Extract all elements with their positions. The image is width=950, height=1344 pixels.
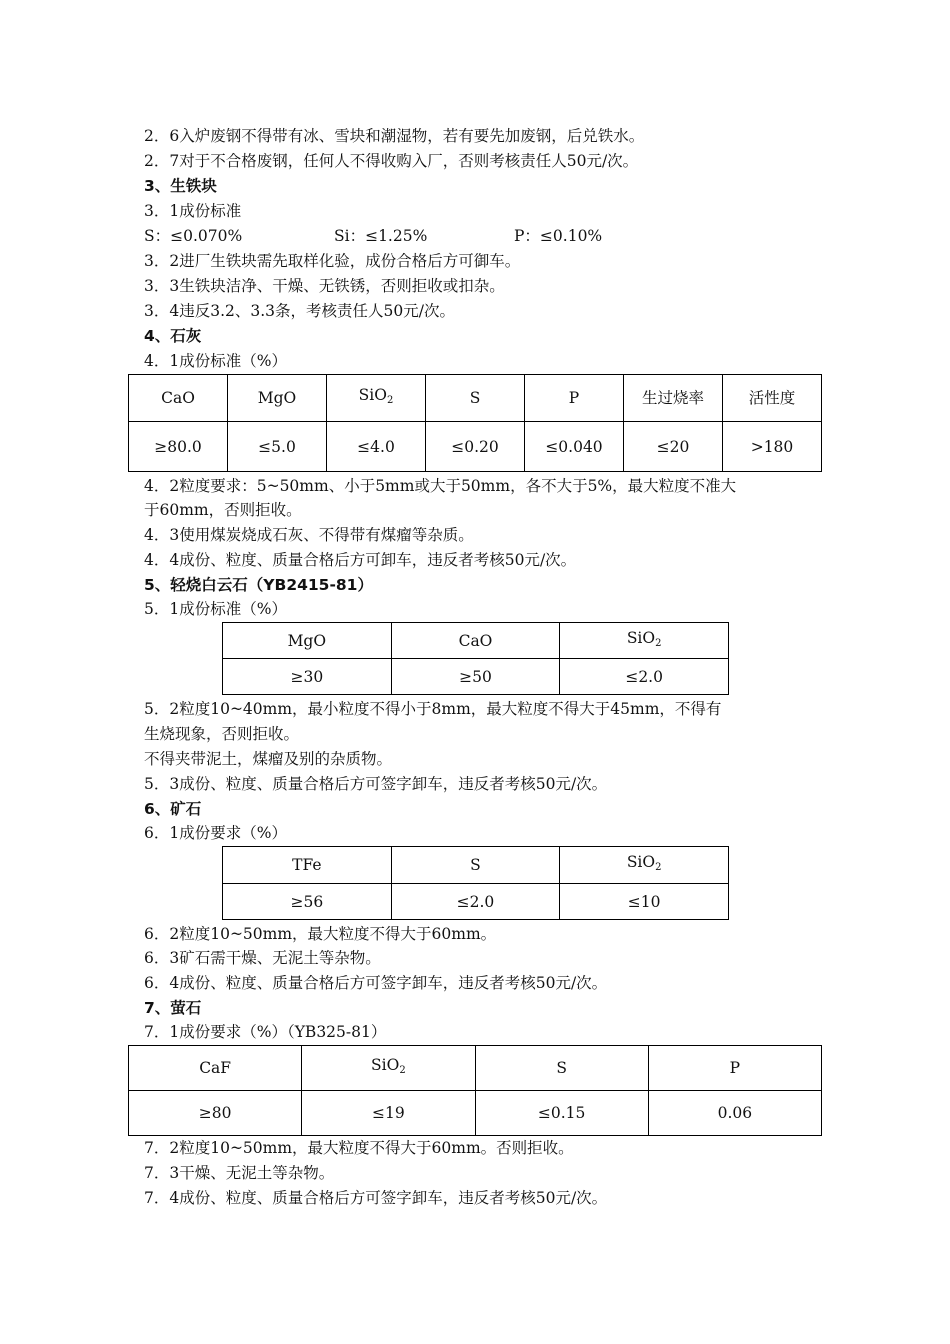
table-header-cell: CaO [129, 375, 228, 422]
clause-6-1: 6．1成份要求（%） [144, 824, 287, 842]
clause-7-1: 7．1成份要求（%）（YB325-81） [144, 1023, 387, 1041]
spec-silicon: Si：≤1.25% [334, 227, 428, 245]
formula-subscript: 2 [655, 862, 662, 873]
section-heading-fluorite: 7、萤石 [144, 999, 202, 1017]
table-cell: ≤0.15 [475, 1091, 648, 1136]
clause-4-4: 4．4成份、粒度、质量合格后方可卸车，违反者考核50元/次。 [144, 551, 577, 569]
section-heading-pig-iron: 3、生铁块 [144, 177, 217, 195]
spec-phosphorus: P：≤0.10% [514, 227, 603, 245]
section-heading-lime: 4、石灰 [144, 327, 202, 345]
clause-6-3: 6．3矿石需干燥、无泥土等杂物。 [144, 949, 381, 967]
table-cell: ≤19 [302, 1091, 475, 1136]
clause-3-2: 3．2进厂生铁块需先取样化验，成份合格后方可御车。 [144, 252, 521, 270]
table-header-cell: P [648, 1046, 821, 1091]
table-header-cell: S [475, 1046, 648, 1091]
clause-7-4: 7．4成份、粒度、质量合格后方可签字卸车，违反者考核50元/次。 [144, 1189, 608, 1207]
fluorite-composition-table [128, 1045, 822, 1136]
section-heading-ore: 6、矿石 [144, 800, 202, 818]
formula-text: SiO [358, 386, 387, 404]
clause-3-3: 3．3生铁块洁净、干燥、无铁锈，否则拒收或扣杂。 [144, 277, 505, 295]
section-heading-dolomite: 5、轻烧白云石（YB2415-81） [144, 576, 373, 594]
table-cell: 0.06 [648, 1091, 821, 1136]
table-cell: ≤5.0 [228, 422, 327, 472]
formula-subscript: 2 [399, 1065, 406, 1076]
table-header-cell: P [525, 375, 624, 422]
clause-4-1: 4．1成份标准（%） [144, 352, 287, 370]
table-header-cell: CaO [391, 623, 560, 659]
spec-sulfur: S：≤0.070% [144, 227, 243, 245]
ore-composition-table [222, 846, 729, 920]
table-header-cell: CaF [129, 1046, 302, 1091]
clause-4-2-line1: 4．2粒度要求：5~50mm、小于5mm或大于50mm，各不大于5%，最大粒度不准大 [144, 477, 737, 495]
table-cell: ≤0.20 [426, 422, 525, 472]
clause-5-1: 5．1成份标准（%） [144, 600, 287, 618]
formula-subscript: 2 [386, 395, 394, 406]
clause-5-3: 5．3成份、粒度、质量合格后方可签字卸车，违反者考核50元/次。 [144, 775, 608, 793]
table-cell: ≤20 [624, 422, 723, 472]
table-cell: ≥80.0 [129, 422, 228, 472]
table-cell: ≥56 [223, 884, 392, 920]
table-cell: ≤2.0 [391, 884, 560, 920]
table-cell: ≥50 [391, 659, 560, 695]
clause-6-2: 6．2粒度10~50mm，最大粒度不得大于60mm。 [144, 925, 497, 943]
clause-2-6: 2．6入炉废钢不得带有冰、雪块和潮湿物，若有要先加废钢，后兑铁水。 [144, 127, 645, 145]
clause-4-2-line2: 于60mm，否则拒收。 [144, 501, 302, 519]
table-header-cell: 活性度 [723, 375, 822, 422]
table-header-cell: S [391, 847, 560, 884]
formula-text: SiO [371, 1056, 400, 1074]
table-header-cell: TFe [223, 847, 392, 884]
table-cell: >180 [723, 422, 822, 472]
table-header-cell: S [426, 375, 525, 422]
dolomite-composition-table [222, 622, 729, 695]
lime-composition-table [128, 374, 822, 472]
table-header-cell: MgO [228, 375, 327, 422]
clause-5-2-line1: 5．2粒度10~40mm，最小粒度不得小于8mm，最大粒度不得大于45mm，不得有 [144, 700, 722, 718]
table-cell: ≥30 [223, 659, 392, 695]
clause-3-4: 3．4违反3.2、3.3条，考核责任人50元/次。 [144, 302, 455, 320]
clause-7-3: 7．3干燥、无泥土等杂物。 [144, 1164, 335, 1182]
table-cell: ≤0.040 [525, 422, 624, 472]
clause-4-3: 4．3使用煤炭烧成石灰、不得带有煤瘤等杂质。 [144, 526, 474, 544]
clause-3-1: 3．1成份标准 [144, 202, 242, 220]
table-cell: ≥80 [129, 1091, 302, 1136]
table-header-cell [560, 847, 729, 884]
table-cell: ≤4.0 [327, 422, 426, 472]
table-header-cell: 生过烧率 [624, 375, 723, 422]
clause-6-4: 6．4成份、粒度、质量合格后方可签字卸车，违反者考核50元/次。 [144, 974, 608, 992]
table-cell: ≤2.0 [560, 659, 729, 695]
formula-text: SiO [626, 853, 656, 871]
table-cell: ≤10 [560, 884, 729, 920]
clause-5-2-line3: 不得夹带泥土，煤瘤及别的杂质物。 [144, 750, 393, 768]
formula-subscript: 2 [655, 637, 662, 649]
clause-2-7: 2．7对于不合格废钢，任何人不得收购入厂，否则考核责任人50元/次。 [144, 152, 639, 170]
table-header-cell [302, 1046, 475, 1091]
table-header-cell [327, 375, 426, 422]
clause-5-2-line2: 生烧现象，否则拒收。 [144, 725, 300, 743]
table-header-cell [560, 623, 729, 659]
table-header-cell: MgO [223, 623, 392, 659]
formula-text: SiO [626, 628, 656, 647]
clause-7-2: 7．2粒度10~50mm，最大粒度不得大于60mm。否则拒收。 [144, 1139, 574, 1157]
